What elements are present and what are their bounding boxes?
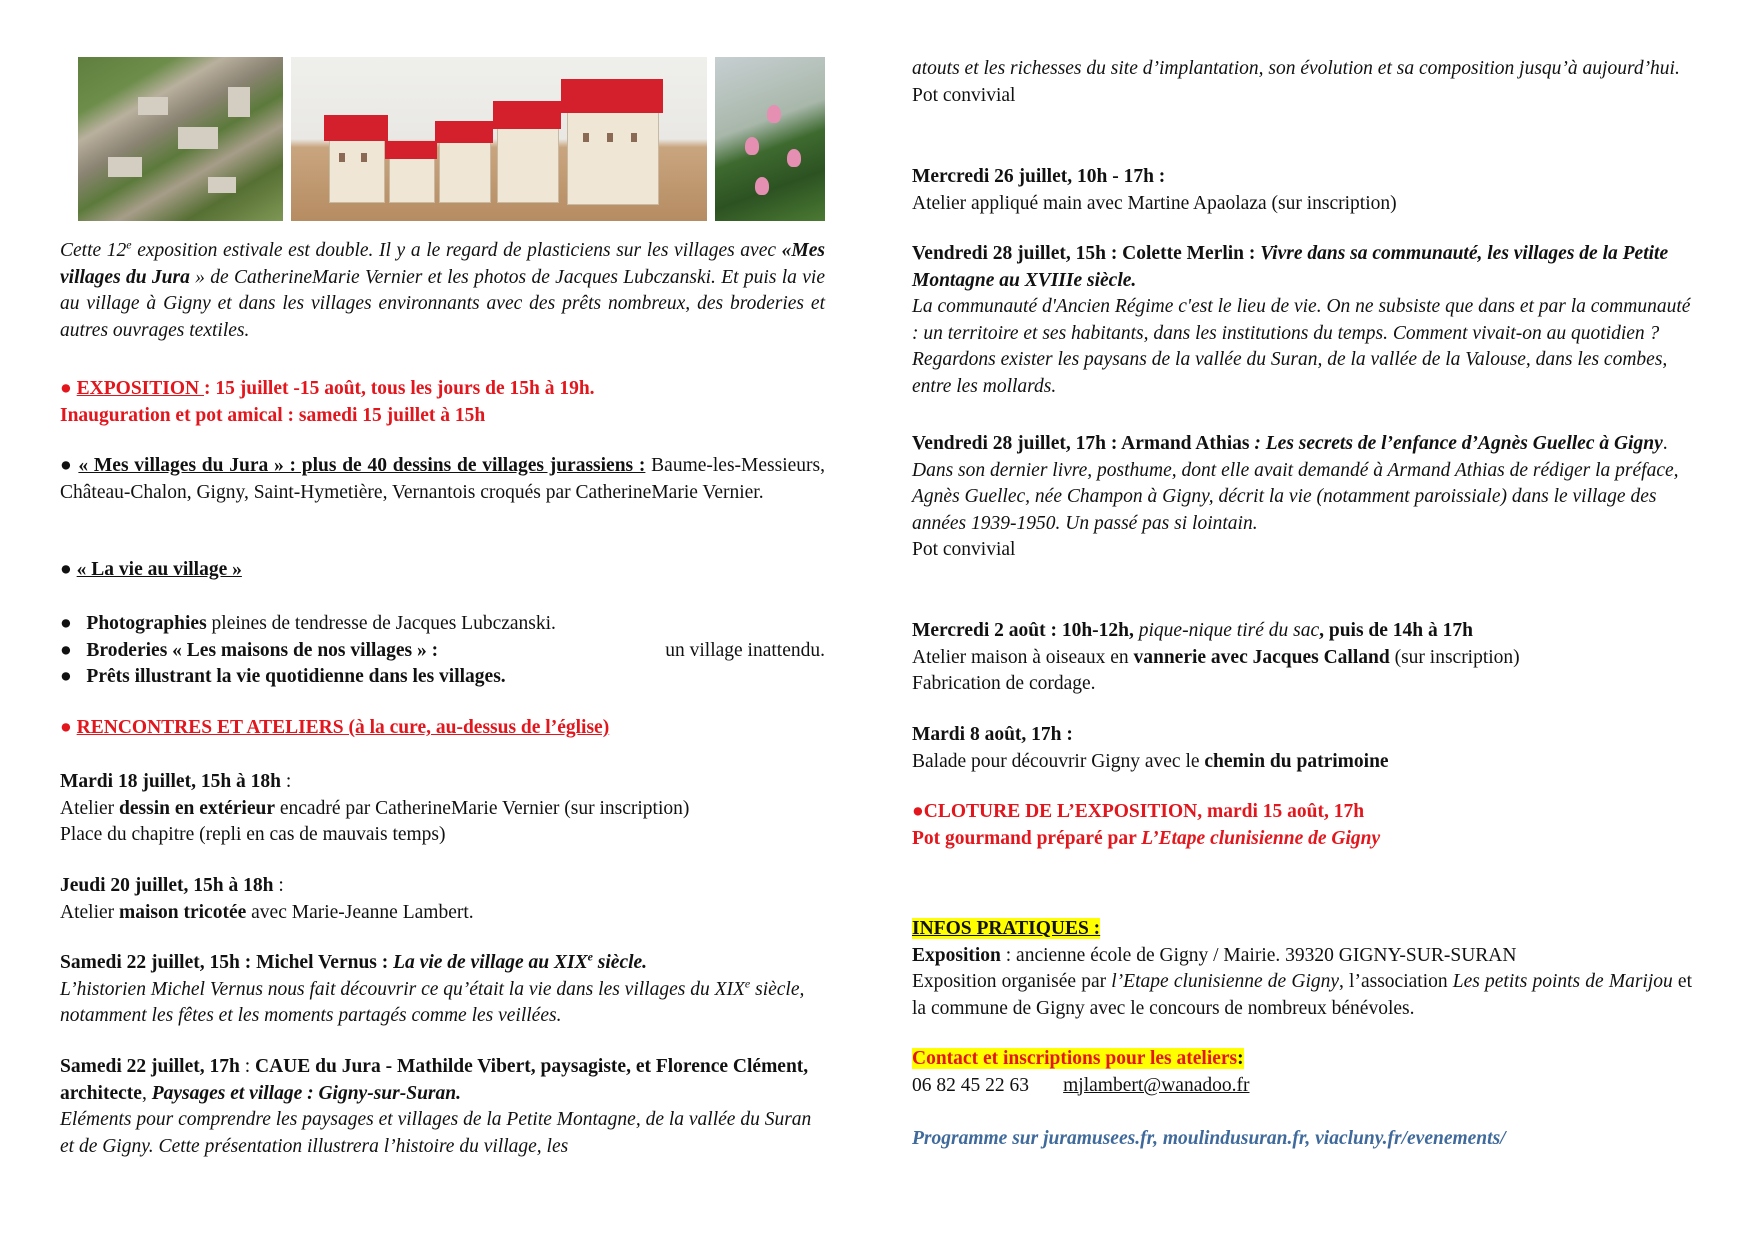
cloture-section: ●CLOTURE DE L’EXPOSITION, mardi 15 août, 17h Pot gourmand préparé par L’Etape clunisienne de Gigny [912,801,1381,849]
event-samedi-22-17h-continued: atouts et les richesses du site d’implantation, son évolution et sa composition jusqu’à aujourd’hui. Pot convivial [912,58,1680,106]
event-vendredi-28-17h: Vendredi 28 juillet, 17h : Armand Athias : Les secrets de l’enfance d’Agnès Guellec à Gigny. Dans son dernier livre, posthume, dont elle avait demandé à Armand Athias de rédiger la préface, Agnès Guellec, née Champon à Gigny, décrit la vie (notamment paroissiale) dans le village des années 1939-1950. Un passé pas si lointain. Pot convivial [912,433,1679,561]
intro-paragraph: Cette 12e exposition estivale est double. Il y a le regard de plasticiens sur les villages avec «Mes villages du Jura » de CatherineMarie Vernier et les photos de Jacques Lubczanski. Et puis la vie au village à Gigny et dans les villages environnants avec des prêts nombreux, des broderies et autres ouvrages textiles. [60,237,825,341]
event-mardi-8: Mardi 8 août, 17h : Balade pour découvrir Gigny avec le chemin du patrimoine [912,724,1389,772]
exhibit-list [60,611,825,691]
list-item: ● Prêts illustrant la vie quotidienne dans les villages. [60,666,506,688]
lily-flower-photo [715,57,825,221]
email-link[interactable]: mjlambert@wanadoo.fr [1063,1074,1250,1096]
event-vendredi-28-15h: Vendredi 28 juillet, 15h : Colette Merlin : Vivre dans sa communauté, les villages de la Petite Montagne au XVIIIe siècle. La communauté d'Ancien Régime c'est le lieu de vie. On ne subsiste que dans et par la communauté : un territoire et ses habitants, dans les institutions du temps. Comment vivait-on au quotidien ? Regardons exister les paysans de la vallée du Suran, de la vallée de la Valouse, dans les combes, entre les mollards. [912,243,1691,397]
infos-pratiques-title: INFOS PRATIQUES : [912,918,1101,939]
event-samedi-22-17h: Samedi 22 juillet, 17h : CAUE du Jura - Mathilde Vibert, paysagiste, et Florence Clément, architecte, Paysages et village : Gigny-sur-Suran. Eléments pour comprendre les paysages et villages de la Petite Montagne, de la vallée du Suran et de Gigny. Cette présentation illustrera l’histoire du village, les [60,1056,812,1157]
mes-villages-section: ● « Mes villages du Jura » : plus de 40 dessins de villages jurassiens : Baume-les-Messieurs, Château-Chalon, Gigny, Saint-Hymetière, Vernantois croqués par CatherineMarie Vernier. [60,455,825,503]
phone-number: 06 82 45 22 63 [912,1074,1029,1096]
event-jeudi-20: Jeudi 20 juillet, 15h à 18h : Atelier maison tricotée avec Marie-Jeanne Lambert. [60,875,474,923]
list-item: ● Photographies pleines de tendresse de Jacques Lubczanski. [60,613,556,634]
model-houses-photo [291,57,707,221]
aerial-village-photo [78,57,283,221]
rencontres-heading: ● RENCONTRES ET ATELIERS (à la cure, au-dessus de l’église) [60,717,610,738]
event-mercredi-26: Mercredi 26 juillet, 10h - 17h : Atelier appliqué main avec Martine Apaolaza (sur inscription) [912,166,1397,214]
list-item: ● Broderies « Les maisons de nos villages » : un village inattendu. [60,639,825,661]
contact-section [912,1046,1692,1099]
contact-title: Contact et inscriptions pour les ateliers: [912,1048,1244,1069]
programme-line: Programme sur juramusees.fr, moulindusuran.fr, viacluny.fr/evenements/ [912,1128,1506,1149]
vie-village-heading: ● « La vie au village » [60,559,242,580]
event-samedi-22-15h: Samedi 22 juillet, 15h : Michel Vernus : La vie de village au XIXe siècle. L’historien Michel Vernus nous fait découvrir ce qu’était la vie dans les villages du XIXe siècle, notamment les fêtes et les moments partagés comme les veillées. [60,949,805,1027]
infos-pratiques-section: INFOS PRATIQUES : Exposition : ancienne école de Gigny / Mairie. 39320 GIGNY-SUR-SURAN Exposition organisée par l’Etape clunisienne de Gigny, l’association Les petits points de Marijou et la commune de Gigny avec le concours de nombreux bénévoles. [912,918,1693,1019]
event-mardi-18: Mardi 18 juillet, 15h à 18h : Atelier dessin en extérieur encadré par CatherineMarie Vernier (sur inscription) Place du chapitre (repli en cas de mauvais temps) [60,771,690,846]
event-mercredi-2: Mercredi 2 août : 10h-12h, pique-nique tiré du sac, puis de 14h à 17h Atelier maison à oiseaux en vannerie avec Jacques Calland (sur inscription) Fabrication de cordage. [912,620,1520,695]
exposition-section: ● EXPOSITION : 15 juillet -15 août, tous les jours de 15h à 19h. Inauguration et pot amical : samedi 15 juillet à 15h [60,378,595,426]
